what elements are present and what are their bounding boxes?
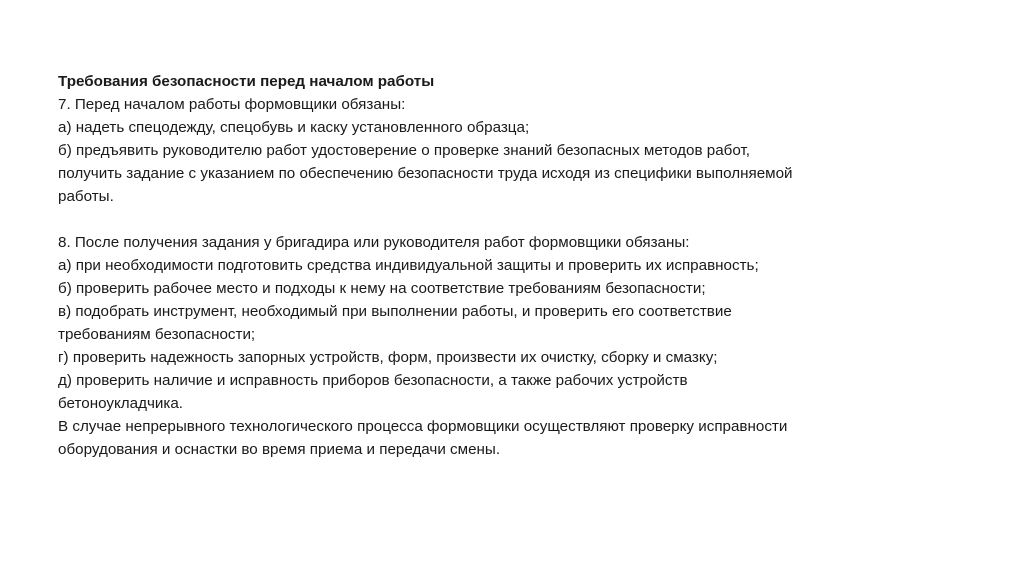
continuous-process-note-cont: оборудования и оснастки во время приема и передачи смены. [58,441,501,458]
section-8-line-d: г) проверить надежность запорных устройств, форм, произвести их очистку, сборку и смазку; [58,349,718,366]
continuous-process-note: В случае непрерывного технологического процесса формовщики осуществляют проверку исправности [58,418,788,435]
section-8-line-e: д) проверить наличие и исправность приборов безопасности, а также рабочих устройств [58,372,688,389]
document-title: Требования безопасности перед началом работы [58,73,435,90]
section-8-line-e-cont: бетоноукладчика. [58,395,183,412]
section-7-line-b-cont2: работы. [58,188,114,205]
section-8-line-a: а) при необходимости подготовить средства индивидуальной защиты и проверить их исправность; [58,257,759,274]
paragraph-gap [58,208,958,231]
section-7-line-b-cont1: получить задание с указанием по обеспечению безопасности труда исходя из специфики выполняемой [58,165,793,182]
section-8-line-c-cont: требованиям безопасности; [58,326,256,343]
section-7-heading: 7. Перед началом работы формовщики обязаны: [58,96,406,113]
section-8-line-b: б) проверить рабочее место и подходы к нему на соответствие требованиям безопасности; [58,280,706,297]
section-8-line-c: в) подобрать инструмент, необходимый при выполнении работы, и проверить его соответствие [58,303,732,320]
section-7-line-b: б) предъявить руководителю работ удостоверение о проверке знаний безопасных методов работ, [58,142,750,159]
document-text [58,70,958,461]
section-7-line-a: а) надеть спецодежду, спецобувь и каску установленного образца; [58,119,530,136]
section-8-heading: 8. После получения задания у бригадира или руководителя работ формовщики обязаны: [58,234,690,251]
